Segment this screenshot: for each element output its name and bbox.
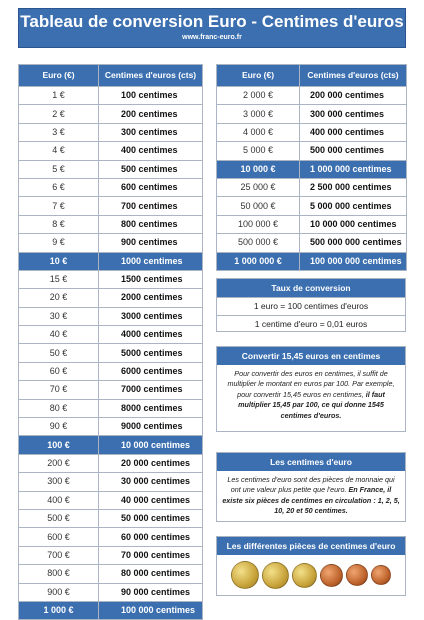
table-row bbox=[19, 326, 203, 344]
centimes-info-box bbox=[216, 452, 406, 522]
table-row-highlight bbox=[19, 601, 203, 619]
centimes-value: 400 centimes bbox=[99, 142, 203, 160]
table-row bbox=[19, 454, 203, 472]
table-row bbox=[217, 87, 407, 105]
table-row bbox=[19, 418, 203, 436]
table-row bbox=[19, 234, 203, 252]
euro-value: 1 € bbox=[19, 87, 99, 105]
example-conversion-title: Convertir 15,45 euros en centimes bbox=[217, 347, 405, 365]
conversion-rate-title: Taux de conversion bbox=[217, 279, 405, 297]
table-row bbox=[19, 473, 203, 491]
euro-value: 300 € bbox=[19, 473, 99, 491]
table-row bbox=[19, 362, 203, 380]
conversion-rate-box bbox=[216, 278, 406, 332]
column-header-euro: Euro (€) bbox=[19, 65, 99, 87]
centimes-value: 400 000 centimes bbox=[300, 123, 407, 141]
table-row bbox=[19, 399, 203, 417]
example-conversion-box bbox=[216, 346, 406, 432]
centimes-value: 70 000 centimes bbox=[99, 546, 203, 564]
example-text-bold: il faut multiplier 15,45 par 100, ce qui donne 1545 centimes d'euros. bbox=[238, 389, 385, 420]
table-row bbox=[19, 307, 203, 325]
table-row bbox=[19, 270, 203, 288]
centimes-value: 500 000 centimes bbox=[300, 142, 407, 160]
euro-value: 2 € bbox=[19, 105, 99, 123]
table-row bbox=[19, 215, 203, 233]
euro-value: 900 € bbox=[19, 583, 99, 601]
centimes-value: 2 500 000 centimes bbox=[300, 178, 407, 196]
table-row bbox=[19, 344, 203, 362]
table-row-highlight bbox=[217, 160, 407, 178]
table-row bbox=[19, 160, 203, 178]
table-row bbox=[19, 491, 203, 509]
euro-value: 40 € bbox=[19, 326, 99, 344]
conversion-table-right bbox=[216, 64, 407, 271]
table-row bbox=[19, 87, 203, 105]
euro-value: 2 000 € bbox=[217, 87, 300, 105]
euro-value: 6 € bbox=[19, 178, 99, 196]
info-text-plain: Les centimes d'euro sont des pièces de monnaie qui ont une valeur plus petite que l'euro. bbox=[227, 475, 395, 495]
page-header bbox=[18, 8, 406, 48]
coins-title: Les différentes pièces de centimes d'euro bbox=[217, 537, 405, 555]
euro-value: 1 000 000 € bbox=[217, 252, 300, 270]
centimes-info-text bbox=[217, 471, 405, 521]
centimes-value: 1500 centimes bbox=[99, 270, 203, 288]
centimes-value: 300 centimes bbox=[99, 123, 203, 141]
euro-value: 10 € bbox=[19, 252, 99, 270]
euro-value: 80 € bbox=[19, 399, 99, 417]
copper-coin-icon bbox=[371, 565, 391, 585]
centimes-value: 700 centimes bbox=[99, 197, 203, 215]
euro-value: 5 000 € bbox=[217, 142, 300, 160]
example-text-plain: Pour convertir des euros en centimes, il suffit de multiplier le montant en euros par 100. Par exemple, pour convertir 15,45 euros en centimes, bbox=[227, 369, 395, 399]
conversion-rate-line: 1 euro = 100 centimes d'euros bbox=[217, 297, 405, 315]
centimes-value: 10 000 centimes bbox=[99, 436, 203, 454]
centimes-value: 100 centimes bbox=[99, 87, 203, 105]
euro-value: 800 € bbox=[19, 565, 99, 583]
centimes-value: 20 000 centimes bbox=[99, 454, 203, 472]
centimes-value: 90 000 centimes bbox=[99, 583, 203, 601]
centimes-value: 100 000 centimes bbox=[99, 601, 203, 619]
euro-value: 3 € bbox=[19, 123, 99, 141]
euro-value: 8 € bbox=[19, 215, 99, 233]
column-header-euro: Euro (€) bbox=[217, 65, 300, 87]
centimes-value: 60 000 centimes bbox=[99, 528, 203, 546]
column-header-centimes: Centimes d'euros (cts) bbox=[99, 65, 203, 87]
table-row bbox=[19, 528, 203, 546]
centimes-value: 2000 centimes bbox=[99, 289, 203, 307]
centimes-value: 6000 centimes bbox=[99, 362, 203, 380]
copper-coin-icon bbox=[320, 564, 343, 587]
table-row bbox=[217, 234, 407, 252]
table-row-highlight bbox=[19, 252, 203, 270]
euro-value: 4 € bbox=[19, 142, 99, 160]
centimes-value: 8000 centimes bbox=[99, 399, 203, 417]
table-row bbox=[19, 509, 203, 527]
table-row bbox=[19, 142, 203, 160]
table-row bbox=[217, 215, 407, 233]
table-row bbox=[217, 142, 407, 160]
euro-value: 60 € bbox=[19, 362, 99, 380]
euro-value: 100 € bbox=[19, 436, 99, 454]
conversion-table-left bbox=[18, 64, 203, 620]
table-row bbox=[217, 123, 407, 141]
table-row bbox=[19, 583, 203, 601]
euro-value: 1 000 € bbox=[19, 601, 99, 619]
copper-coin-icon bbox=[346, 564, 368, 586]
euro-value: 70 € bbox=[19, 381, 99, 399]
centimes-value: 40 000 centimes bbox=[99, 491, 203, 509]
table-row bbox=[19, 289, 203, 307]
table-row bbox=[19, 546, 203, 564]
centimes-value: 200 centimes bbox=[99, 105, 203, 123]
table-row bbox=[19, 565, 203, 583]
euro-value: 5 € bbox=[19, 160, 99, 178]
gold-coin-icon bbox=[292, 563, 317, 588]
table-row bbox=[19, 178, 203, 196]
centimes-value: 50 000 centimes bbox=[99, 509, 203, 527]
centimes-info-title: Les centimes d'euro bbox=[217, 453, 405, 471]
centimes-value: 5000 centimes bbox=[99, 344, 203, 362]
euro-value: 30 € bbox=[19, 307, 99, 325]
table-row bbox=[19, 381, 203, 399]
euro-value: 500 € bbox=[19, 509, 99, 527]
table-row bbox=[217, 178, 407, 196]
centimes-value: 1 000 000 centimes bbox=[300, 160, 407, 178]
table-row bbox=[19, 105, 203, 123]
centimes-value: 900 centimes bbox=[99, 234, 203, 252]
example-conversion-text bbox=[217, 365, 405, 425]
euro-value: 7 € bbox=[19, 197, 99, 215]
euro-value: 100 000 € bbox=[217, 215, 300, 233]
table-row bbox=[19, 123, 203, 141]
gold-coin-icon bbox=[262, 562, 289, 589]
euro-value: 50 000 € bbox=[217, 197, 300, 215]
centimes-value: 80 000 centimes bbox=[99, 565, 203, 583]
centimes-value: 800 centimes bbox=[99, 215, 203, 233]
table-row-highlight bbox=[19, 436, 203, 454]
euro-value: 200 € bbox=[19, 454, 99, 472]
centimes-value: 7000 centimes bbox=[99, 381, 203, 399]
centimes-value: 10 000 000 centimes bbox=[300, 215, 407, 233]
euro-value: 10 000 € bbox=[217, 160, 300, 178]
euro-value: 700 € bbox=[19, 546, 99, 564]
page-title: Tableau de conversion Euro - Centimes d'euros bbox=[20, 12, 404, 31]
centimes-value: 30 000 centimes bbox=[99, 473, 203, 491]
centimes-value: 500 centimes bbox=[99, 160, 203, 178]
table-row bbox=[217, 105, 407, 123]
euro-value: 20 € bbox=[19, 289, 99, 307]
conversion-rate-line: 1 centime d'euro = 0,01 euros bbox=[217, 315, 405, 333]
euro-value: 15 € bbox=[19, 270, 99, 288]
column-header-centimes: Centimes d'euros (cts) bbox=[300, 65, 407, 87]
gold-coin-icon bbox=[231, 561, 259, 589]
info-text-bold: En France, il existe six pièces de centimes en circulation : 1, 2, 5, 10, 20 et 50 centimes. bbox=[222, 485, 400, 516]
euro-value: 500 000 € bbox=[217, 234, 300, 252]
euro-value: 9 € bbox=[19, 234, 99, 252]
centimes-value: 5 000 000 centimes bbox=[300, 197, 407, 215]
table-row bbox=[19, 197, 203, 215]
coins-box bbox=[216, 536, 406, 596]
euro-value: 90 € bbox=[19, 418, 99, 436]
coins-image bbox=[217, 555, 405, 595]
euro-value: 50 € bbox=[19, 344, 99, 362]
centimes-value: 3000 centimes bbox=[99, 307, 203, 325]
centimes-value: 500 000 000 centimes bbox=[300, 234, 407, 252]
euro-value: 400 € bbox=[19, 491, 99, 509]
table-row bbox=[217, 197, 407, 215]
centimes-value: 100 000 000 centimes bbox=[300, 252, 407, 270]
table-header-row bbox=[217, 65, 407, 87]
centimes-value: 300 000 centimes bbox=[300, 105, 407, 123]
site-url[interactable]: www.franc-euro.fr bbox=[182, 34, 242, 41]
centimes-value: 200 000 centimes bbox=[300, 87, 407, 105]
euro-value: 3 000 € bbox=[217, 105, 300, 123]
centimes-value: 1000 centimes bbox=[99, 252, 203, 270]
euro-value: 600 € bbox=[19, 528, 99, 546]
centimes-value: 600 centimes bbox=[99, 178, 203, 196]
table-header-row bbox=[19, 65, 203, 87]
table-row-highlight bbox=[217, 252, 407, 270]
centimes-value: 4000 centimes bbox=[99, 326, 203, 344]
centimes-value: 9000 centimes bbox=[99, 418, 203, 436]
euro-value: 25 000 € bbox=[217, 178, 300, 196]
euro-value: 4 000 € bbox=[217, 123, 300, 141]
